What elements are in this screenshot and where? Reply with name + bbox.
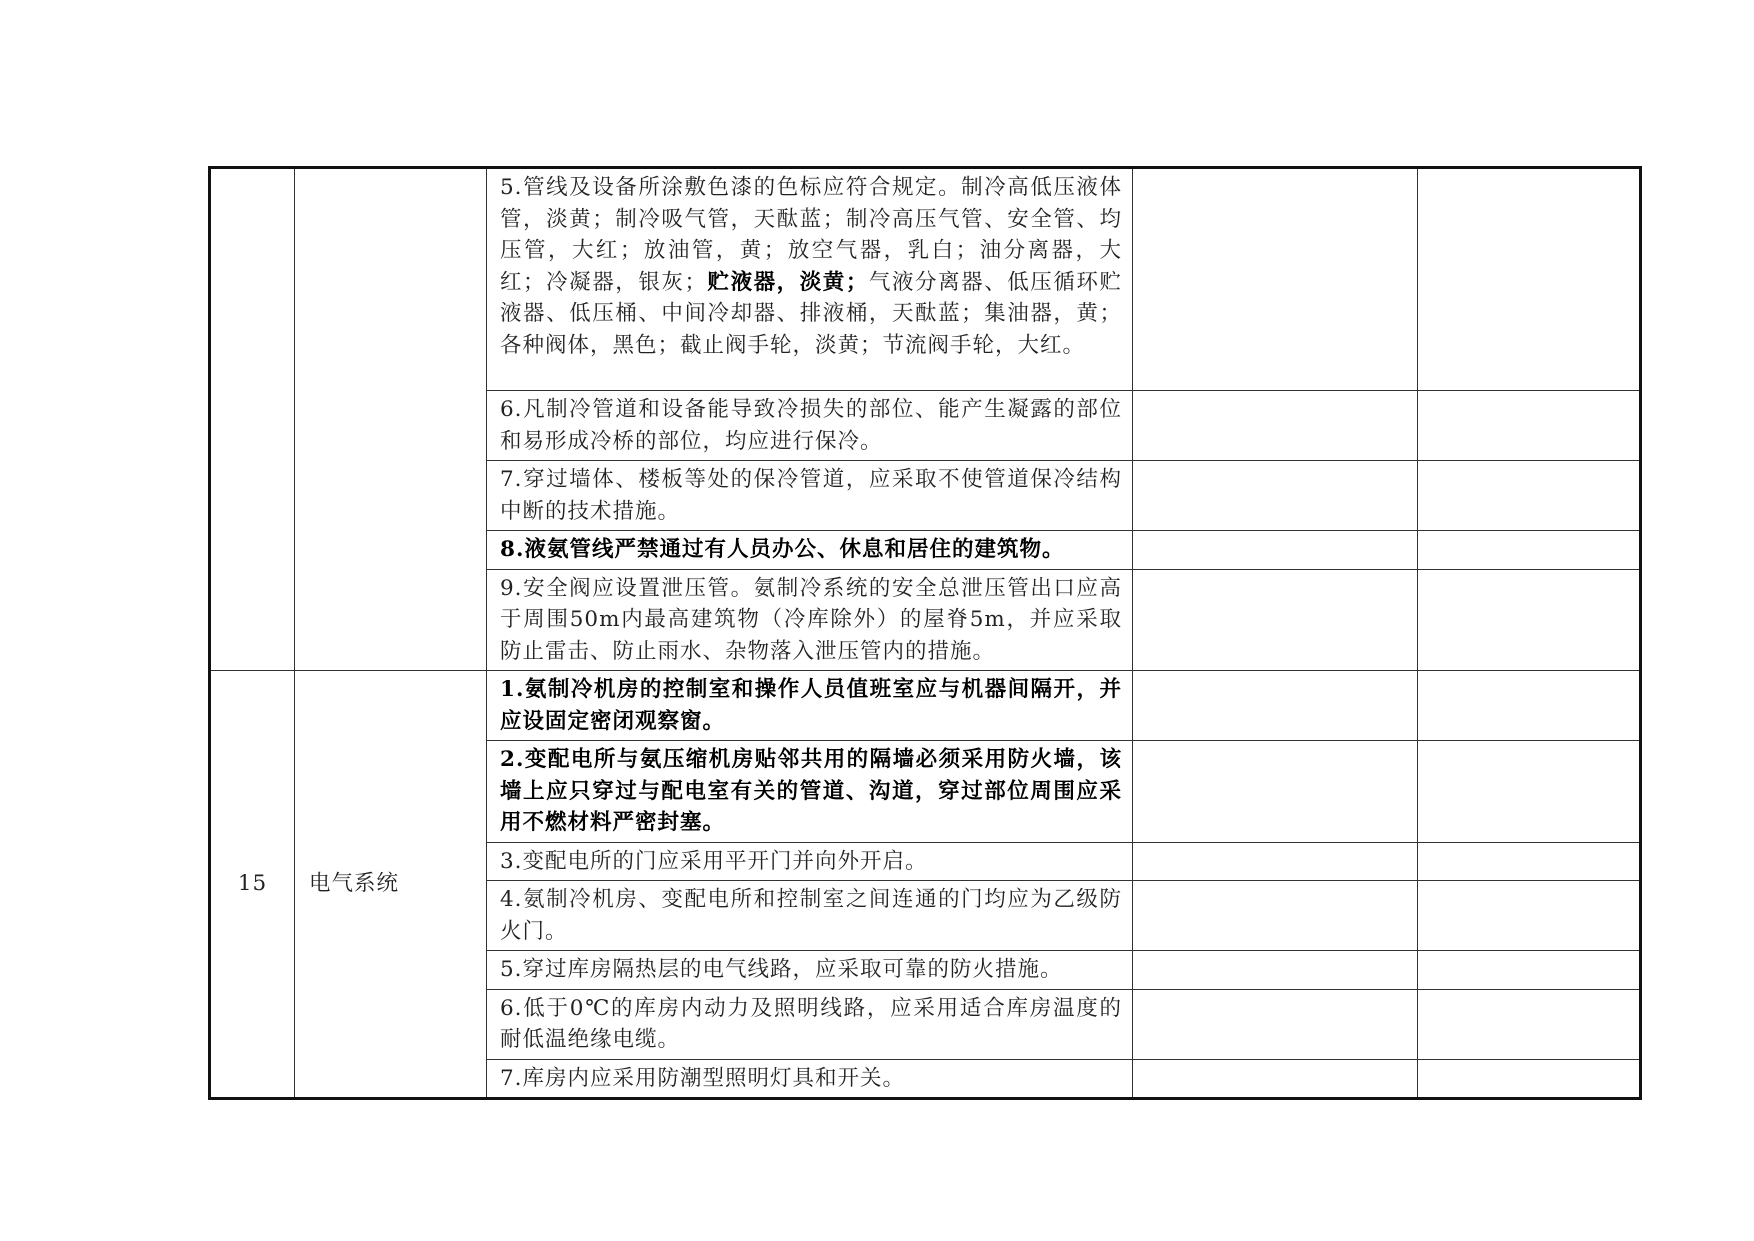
remarks-cell (1418, 569, 1641, 671)
check-result-cell (1133, 569, 1418, 671)
requirement-text: 7.库房内应采用防潮型照明灯具和开关。 (500, 1065, 906, 1091)
check-result-cell (1133, 1059, 1418, 1099)
requirement-text: 4.氨制冷机房、变配电所和控制室之间连通的门均应为乙级防火门。 (500, 887, 1122, 944)
remarks-cell (1418, 1059, 1641, 1099)
remarks-cell (1418, 741, 1641, 843)
remarks-cell (1418, 391, 1641, 461)
requirement-text: 2.变配电所与氨压缩机房贴邻共用的隔墙必须采用防火墙，该墙上应只穿过与配电室有关的管道、沟道，穿过部位周围应采用不燃材料严密封塞。 (500, 747, 1122, 835)
check-result-cell (1133, 881, 1418, 951)
inspection-table (208, 166, 1642, 1100)
remarks-cell (1418, 671, 1641, 741)
requirement-cell (487, 168, 1133, 391)
remarks-cell (1418, 881, 1641, 951)
check-result-cell (1133, 741, 1418, 843)
requirement-text: 气液分离器、低压循环贮液器、低压桶、中间冷却器、排液桶，天酞蓝；集油器，黄；各种阀体，黑色；截止阀手轮，淡黄；节流阀手轮，大红。 (500, 269, 1122, 358)
remarks-cell (1418, 842, 1641, 881)
requirement-cell (487, 1059, 1133, 1099)
check-result-cell (1133, 842, 1418, 881)
requirement-text: 5.穿过库房隔热层的电气线路，应采取可靠的防火措施。 (500, 957, 1063, 982)
table-body (210, 168, 1641, 1099)
check-result-cell (1133, 168, 1418, 391)
requirement-cell (487, 951, 1133, 990)
requirement-cell (487, 391, 1133, 461)
check-result-cell (1133, 989, 1418, 1059)
check-result-cell (1133, 671, 1418, 741)
requirement-text: 8.液氨管线严禁通过有人员办公、休息和居住的建筑物。 (500, 537, 1065, 562)
check-result-cell (1133, 951, 1418, 990)
remarks-cell (1418, 989, 1641, 1059)
remarks-cell (1418, 168, 1641, 391)
remarks-cell (1418, 531, 1641, 570)
category-cell (295, 168, 487, 671)
requirement-cell (487, 842, 1133, 881)
requirement-cell (487, 531, 1133, 570)
requirement-cell (487, 461, 1133, 531)
requirement-text: 贮液器，淡黄； (706, 269, 869, 295)
requirement-cell (487, 989, 1133, 1059)
requirement-text: 3.变配电所的门应采用平开门并向外开启。 (500, 848, 928, 874)
check-result-cell (1133, 461, 1418, 531)
requirement-cell (487, 671, 1133, 741)
requirement-cell (487, 741, 1133, 843)
requirement-text: 1.氨制冷机房的控制室和操作人员值班室应与机器间隔开，并应设固定密闭观察窗。 (500, 677, 1122, 734)
item-number-cell: 15 (210, 671, 295, 1099)
requirement-text: 9.安全阀应设置泄压管。氨制冷系统的安全总泄压管出口应高于周围50m内最高建筑物（冷库除外）的屋脊5m，并应采取防止雷击、防止雨水、杂物落入泄压管内的措施。 (500, 575, 1122, 664)
check-result-cell (1133, 391, 1418, 461)
table-row (210, 168, 1641, 391)
requirement-cell (487, 569, 1133, 671)
category-cell: 电气系统 (295, 671, 487, 1099)
item-number-cell (210, 168, 295, 671)
table-row (210, 671, 1641, 741)
requirement-cell (487, 881, 1133, 951)
check-result-cell (1133, 531, 1418, 570)
requirement-text: 7.穿过墙体、楼板等处的保冷管道，应采取不使管道保冷结构中断的技术措施。 (500, 467, 1122, 524)
requirement-text: 5.管线及设备所涂敷色漆的色标应符合规定。制冷高低压液体管，淡黄；制冷吸气管，天酞蓝；制冷高压气管、安全管、均压管，大红；放油管，黄；放空气器，乳白；油分离器，大红；冷凝器，银灰； (500, 175, 1122, 295)
requirement-text: 6.凡制冷管道和设备能导致冷损失的部位、能产生凝露的部位和易形成冷桥的部位，均应进行保冷。 (500, 397, 1122, 454)
remarks-cell (1418, 461, 1641, 531)
remarks-cell (1418, 951, 1641, 990)
requirement-text: 6.低于0℃的库房内动力及照明线路，应采用适合库房温度的耐低温绝缘电缆。 (500, 995, 1122, 1052)
